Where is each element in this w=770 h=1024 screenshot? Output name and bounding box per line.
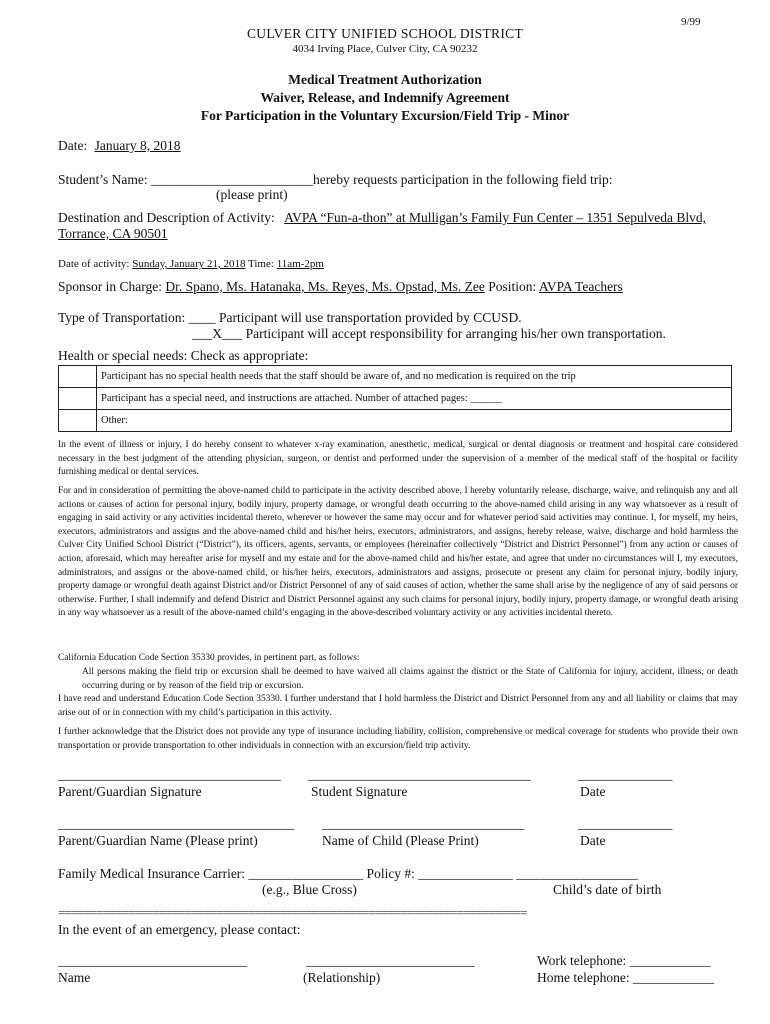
parent-name-label: Parent/Guardian Name (Please print) [58,833,258,848]
destination-value-line2[interactable]: Torrance, CA 90501 [58,226,168,241]
health-row-label: Participant has a special need, and instructions are attached. Number of attached pages: ______ [97,388,732,410]
emergency-heading: In the event of an emergency, please contact: [58,922,301,937]
activity-date-label: Date of activity: [58,258,130,270]
student-signature-label: Student Signature [311,784,408,799]
work-telephone-field[interactable]: Work telephone: ____________ [537,953,711,968]
emergency-name-label: Name [58,970,91,985]
health-checkbox[interactable] [59,410,97,432]
date-label: Date: [58,138,88,153]
position-label: Position: [488,279,537,294]
date-signature-line[interactable]: ______________ [578,767,673,782]
health-row-label: Other: [97,410,732,432]
destination-label: Destination and Description of Activity: [58,210,275,225]
parent-signature-label: Parent/Guardian Signature [58,784,202,799]
student-name-line[interactable]: Student’s Name: ________________________hereby requests participation in the following field trip: [58,172,613,187]
health-needs-table [58,365,732,432]
form-title-2: Waiver, Release, and Indemnify Agreement [260,90,510,105]
date-value[interactable]: January 8, 2018 [94,138,181,153]
insurance-acknowledgement: I further acknowledge that the District does not provide any type of insurance including liability, collision, comprehensive or medical coverage for students who provide their own transportation or provide transportation to other individuals in connection with an excursion/field trip activity. [58,727,738,751]
release-paragraph: For and in consideration of permitting the above-named child to participate in the activity described above, I hereby voluntarily release, discharge, waive, and relinquish any and all actions or causes of action for personal injury, bodily injury, property damage, or wrongful death occurring to the above-named child arising in any way whatsoever as a result of engaging in said activity or any activities incidental thereto, wherever or however the same may occur and for whatever period said activities may continue. I, for myself, my heirs, executors, administrators and assigns and the above-named child and his/her heirs, executors, administrators, and assigns, hereby release, waive, discharge and hold harmless the Culver City Unified School District (“District”), its officers, agents, servants, or employees (hereinafter collectively “District and District Personnel”) from any action or causes of action, aforesaid, which may hereafter arise for myself and my estate and for the above-named child and his/her estate, and agree that under no circumstances will I, my executors, administrators, and assigns or the above-named child, or his/her heirs, executors, administrators and assigns, prosecute or present any claim for personal injury, bodily injury, property damage or wrongful death against District and/or District Personnel of any of said causes of action, whether the same shall arise by the negligence of any of said persons or otherwise. Further, I shall indemnify and defend District and District Personnel against any such claims for personal injury, bodily injury, property damage, or wrongful death arising in any way whatsoever as a result of the above-named child’s engaging in the above-described voluntary activity or any activities incidental thereto. [58,486,739,619]
health-row-label: Participant has no special health needs that the staff should be aware of, and no medication is required on the trip [97,366,732,388]
sponsor-value[interactable]: Dr. Spano, Ms. Hatanaka, Ms. Reyes, Ms. Opstad, Ms. Zee [165,279,485,294]
please-print-note: (please print) [216,187,288,202]
emergency-relationship-line[interactable]: _________________________ [306,953,475,968]
health-checkbox[interactable] [59,388,97,410]
child-dob-label: Child’s date of birth [553,882,662,897]
separator-line: ========================================================================== [58,905,527,920]
date-label-1: Date [580,784,606,799]
form-title-3: For Participation in the Voluntary Excursion/Field Trip - Minor [200,108,570,123]
emergency-name-line[interactable]: ____________________________ [58,953,247,968]
home-telephone-field[interactable]: Home telephone: ____________ [537,970,714,985]
time-value[interactable]: 11am-2pm [276,258,324,270]
date-line-2[interactable]: ______________ [578,816,673,831]
emergency-relationship-label: (Relationship) [303,970,381,985]
date-label-2: Date [580,833,606,848]
district-address: 4034 Irving Place, Culver City, CA 90232 [292,43,478,55]
health-row [59,410,732,432]
transportation-option-ccusd[interactable]: Type of Transportation: ____ Participant will use transportation provided by CCUSD. [58,310,522,325]
child-name-line[interactable]: ______________________________ [322,816,525,831]
health-checkbox[interactable] [59,366,97,388]
position-value[interactable]: AVPA Teachers [538,279,623,294]
education-code-acknowledgement: I have read and understand Education Code Section 35330. I further understand that I hold harmless the District and District Personnel from any and all liability or claims that may arise out of or in connection with my child’s participation in this activity. [58,694,738,718]
health-needs-label: Health or special needs: Check as appropriate: [58,348,309,363]
sponsor-label: Sponsor in Charge: [58,279,162,294]
health-row [59,388,732,410]
destination-value[interactable]: AVPA “Fun-a-thon” at Mulligan’s Family Fun Center – 1351 Sepulveda Blvd, [284,210,706,225]
education-code-intro: California Education Code Section 35330 provides, in pertinent part, as follows: [58,653,360,663]
insurance-carrier-line[interactable]: Family Medical Insurance Carrier: _________________ Policy #: ______________ __________________ [58,866,638,881]
parent-name-line[interactable]: ___________________________________ [58,816,295,831]
district-name: CULVER CITY UNIFIED SCHOOL DISTRICT [246,26,523,41]
health-row [59,366,732,388]
consent-paragraph: In the event of illness or injury, I do hereby consent to whatever x-ray examination, anesthetic, medical, surgical or dental diagnosis or treatment and hospital care considered necessary in the best judgment of the attending physician, surgeon, or dentist and performed under the supervision of a member of the medical staff of the hospital or facility furnishing medical or dental services. [58,440,738,478]
student-signature-line[interactable]: _________________________________ [308,767,531,782]
time-label: Time: [248,258,274,270]
form-title-1: Medical Treatment Authorization [288,72,482,87]
activity-date-value[interactable]: Sunday, January 21, 2018 [132,258,246,270]
parent-signature-line[interactable]: _________________________________ [58,767,281,782]
education-code-quote: All persons making the field trip or excursion shall be deemed to have waived all claims against the district or the State of California for injury, accident, illness, or death occurring during or by reason of the field trip or excursion. [82,667,738,691]
transportation-option-own[interactable]: ___X___ Participant will accept responsibility for arranging his/her own transportation. [192,326,666,341]
insurance-example: (e.g., Blue Cross) [262,882,357,897]
revision-date: 9/99 [681,16,701,28]
child-name-label: Name of Child (Please Print) [322,833,479,848]
